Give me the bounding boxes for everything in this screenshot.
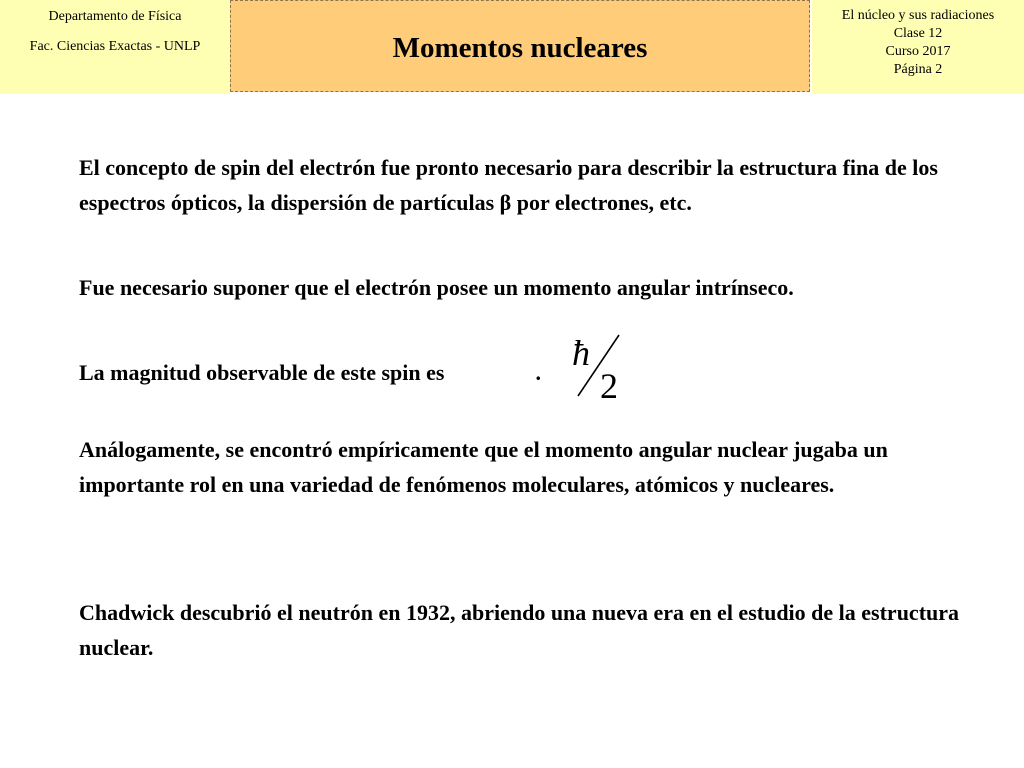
- paragraph-nuclear-angular-momentum: Análogamente, se encontró empíricamente que el momento angular nuclear jugaba un importante rol en una variedad de fenómenos moleculares, atómicos y nucleares.: [79, 437, 888, 497]
- paragraph-intrinsic-momentum: Fue necesario suponer que el electrón posee un momento angular intrínseco.: [79, 275, 794, 300]
- title-box: [230, 0, 810, 92]
- page-number: Página 2: [893, 62, 943, 77]
- formula-denominator: 2: [600, 366, 618, 402]
- faculty-name: Fac. Ciencias Exactas - UNLP: [29, 39, 201, 54]
- slide-title: Momentos nucleares: [392, 32, 648, 64]
- formula-numerator: ħ: [572, 333, 590, 373]
- department-header: [0, 0, 230, 94]
- spin-magnitude-text: La magnitud observable de este spin es: [79, 360, 445, 385]
- paragraph-spin-concept: El concepto de spin del electrón fue pronto necesario para describir la estructura fina de los espectros ópticos, la dispersión de partículas β por electrones, etc.: [79, 155, 938, 215]
- paragraph-spin-magnitude: [79, 355, 979, 390]
- department-name: Departamento de Física: [48, 9, 182, 24]
- course-header: [812, 0, 1024, 94]
- course-year: Curso 2017: [885, 44, 951, 59]
- sentence-period: .: [535, 360, 541, 385]
- class-number: Clase 12: [893, 26, 943, 41]
- hbar-over-two-formula: [566, 332, 636, 402]
- course-name: El núcleo y sus radiaciones: [841, 8, 995, 23]
- paragraph-chadwick-neutron: Chadwick descubrió el neutrón en 1932, abriendo una nueva era en el estudio de la estructura nuclear.: [79, 600, 960, 660]
